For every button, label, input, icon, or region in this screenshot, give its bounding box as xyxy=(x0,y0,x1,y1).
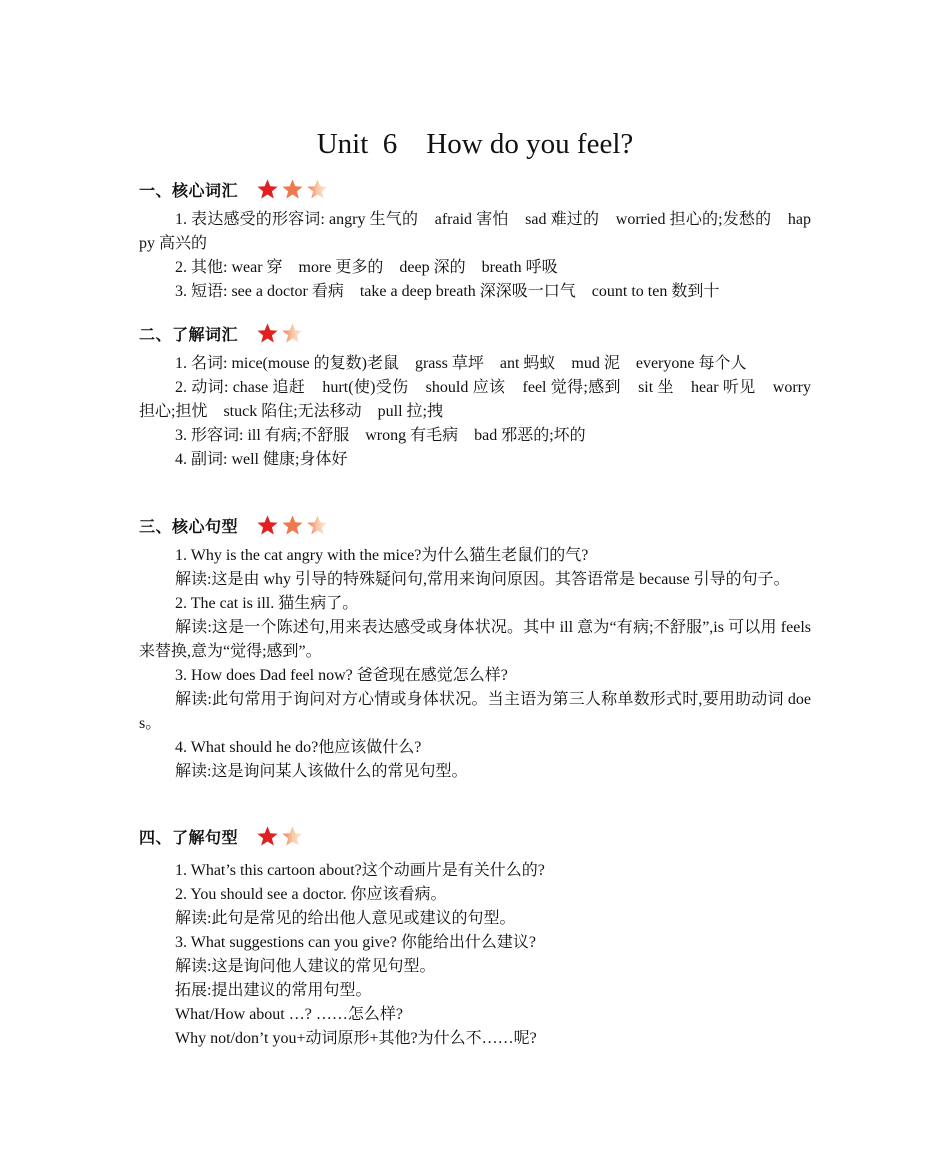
section-header xyxy=(139,821,811,851)
star-icon xyxy=(256,178,279,200)
star-icon xyxy=(256,825,279,847)
text-line: 1. What’s this cartoon about?这个动画片是有关什么的? xyxy=(175,862,545,879)
star-rating xyxy=(256,322,304,344)
text-line: 1. 名词: mice(mouse 的复数)老鼠 grass 草坪 ant 蚂蚁 mud 泥 everyone 每个人 xyxy=(175,355,747,372)
star-icon xyxy=(256,514,279,536)
text-line: 4. What should he do?他应该做什么? xyxy=(175,739,422,756)
star-icon xyxy=(281,178,304,200)
text-line: What/How about …? ……怎么样? xyxy=(175,1006,403,1023)
half-star-icon xyxy=(281,825,304,847)
text-line: 1. 表达感受的形容词: angry 生气的 afraid 害怕 sad 难过的 worried 担心的;发愁的 happy 高兴的 xyxy=(139,211,811,252)
text-line: 2. You should see a doctor. 你应该看病。 xyxy=(175,886,447,903)
section-title: 三、核心句型 xyxy=(139,516,239,536)
section-title: 四、了解句型 xyxy=(139,827,239,847)
section-title: 二、了解词汇 xyxy=(139,324,239,344)
section-core-vocabulary xyxy=(139,174,811,304)
star-rating xyxy=(256,514,329,536)
section-body xyxy=(139,208,811,304)
text-line: 拓展:提出建议的常用句型。 xyxy=(175,982,372,999)
section-body xyxy=(139,544,815,784)
text-line: 解读:这是由 why 引导的特殊疑问句,常用来询问原因。其答语常是 because 引导的句子。 xyxy=(175,571,790,588)
section-header xyxy=(139,510,811,540)
text-line: 2. 动词: chase 追赶 hurt(使)受伤 should 应该 feel 觉得;感到 sit 坐 hear 听见 worry 担心;担忧 stuck 陷住;无法移动 pull 拉;拽 xyxy=(139,379,815,420)
section-core-sentences xyxy=(139,510,815,784)
text-line: 3. 形容词: ill 有病;不舒服 wrong 有毛病 bad 邪恶的;坏的 xyxy=(175,427,586,444)
half-star-icon xyxy=(281,322,304,344)
section-header xyxy=(139,318,811,348)
text-line: 解读:这是一个陈述句,用来表达感受或身体状况。其中 ill 意为“有病;不舒服”,is 可以用 feels 来替换,意为“觉得;感到”。 xyxy=(139,619,815,660)
text-line: 2. 其他: wear 穿 more 更多的 deep 深的 breath 呼吸 xyxy=(175,259,558,276)
text-line: 解读:此句常用于询问对方心情或身体状况。当主语为第三人称单数形式时,要用助动词 does。 xyxy=(139,691,811,732)
star-rating xyxy=(256,825,304,847)
text-line: 3. What suggestions can you give? 你能给出什么建议? xyxy=(175,934,536,951)
star-icon xyxy=(281,514,304,536)
section-header xyxy=(139,174,811,204)
section-body xyxy=(139,859,811,1051)
section-title: 一、核心词汇 xyxy=(139,180,239,200)
text-line: Why not/don’t you+动词原形+其他?为什么不……呢? xyxy=(175,1030,537,1047)
star-rating xyxy=(256,178,329,200)
text-line: 解读:这是询问某人该做什么的常见句型。 xyxy=(175,763,468,780)
half-star-icon xyxy=(306,514,329,536)
text-line: 4. 副词: well 健康;身体好 xyxy=(175,451,348,468)
text-line: 3. 短语: see a doctor 看病 take a deep breath 深深吸一口气 count to ten 数到十 xyxy=(175,283,720,300)
text-line: 解读:此句是常见的给出他人意见或建议的句型。 xyxy=(175,910,516,927)
section-understand-vocabulary xyxy=(139,318,815,472)
text-line: 3. How does Dad feel now? 爸爸现在感觉怎么样? xyxy=(175,667,508,684)
text-line: 1. Why is the cat angry with the mice?为什么猫生老鼠们的气? xyxy=(175,547,589,564)
section-understand-sentences xyxy=(139,821,811,1051)
page-title: Unit 6 How do you feel? xyxy=(316,128,634,160)
text-line: 2. The cat is ill. 猫生病了。 xyxy=(175,595,359,612)
half-star-icon xyxy=(306,178,329,200)
star-icon xyxy=(256,322,279,344)
section-body xyxy=(139,352,815,472)
text-line: 解读:这是询问他人建议的常见句型。 xyxy=(175,958,436,975)
